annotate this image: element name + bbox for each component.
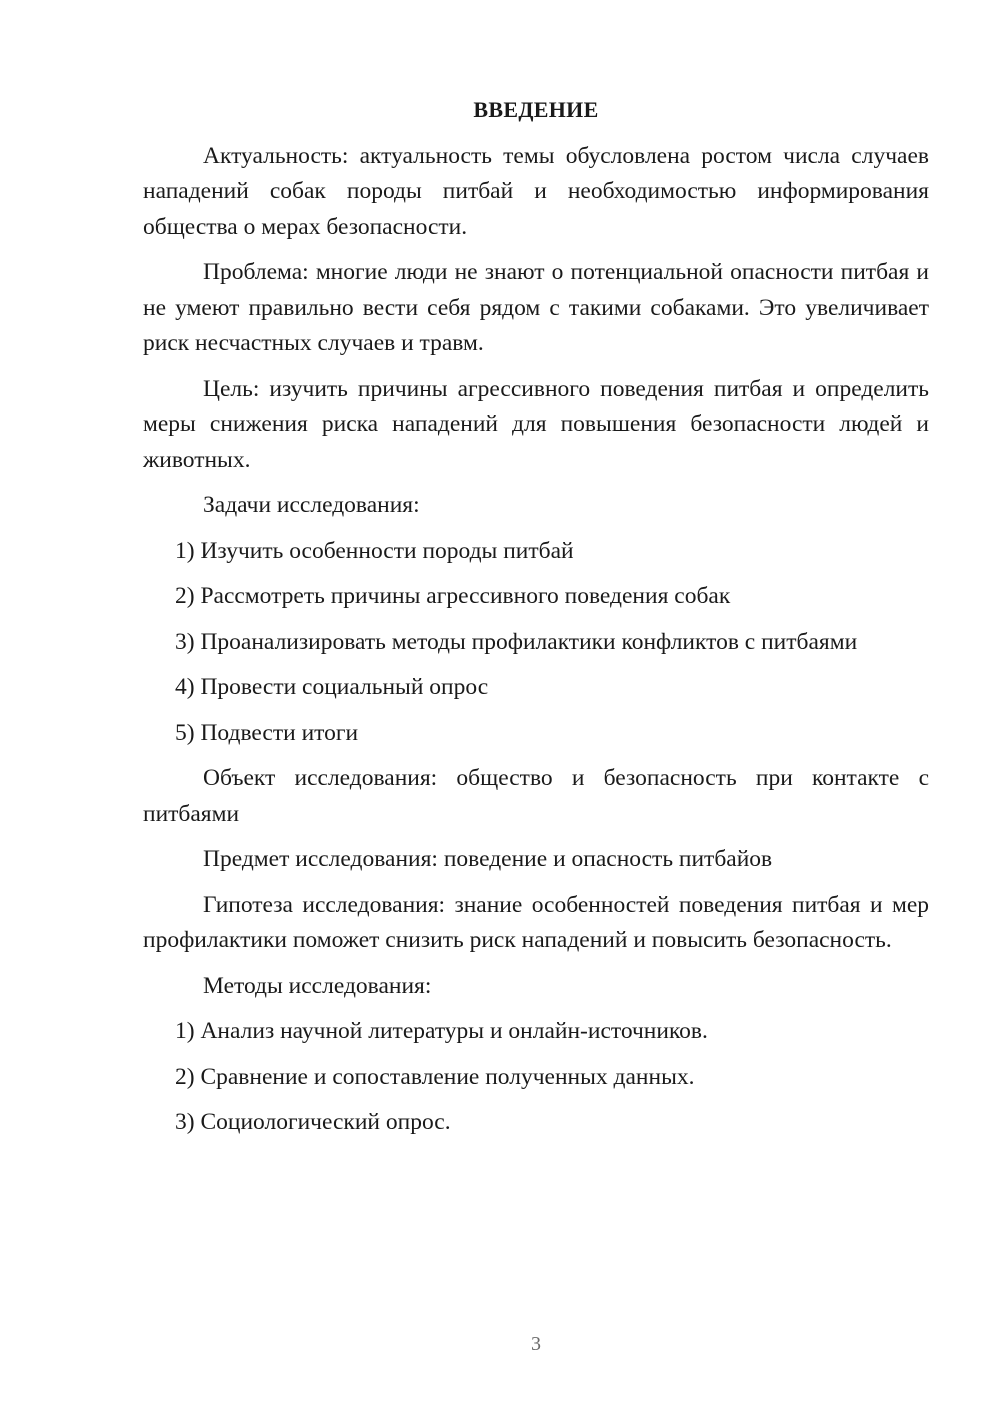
- section-heading: ВВЕДЕНИЕ: [473, 97, 599, 122]
- paragraph-object: Объект исследования: общество и безопасность при контакте с питбаями: [143, 765, 929, 827]
- method-item-2: 2) Сравнение и сопоставление полученных данных.: [175, 1063, 695, 1090]
- paragraph-relevance: Актуальность: актуальность темы обусловлена ростом числа случаев нападений собак породы питбай и необходимостью информирования общества о мерах безопасности.: [143, 142, 929, 240]
- method-item-1: 1) Анализ научной литературы и онлайн-источников.: [175, 1018, 708, 1044]
- task-item-1: 1) Изучить особенности породы питбай: [175, 537, 574, 564]
- task-item-3: 3) Проанализировать методы профилактики конфликтов с питбаями: [175, 628, 858, 655]
- method-item-3: 3) Социологический опрос.: [175, 1109, 451, 1135]
- paragraph-hypothesis: Гипотеза исследования: знание особенностей поведения питбая и мер профилактики поможет снизить риск нападений и повысить безопасность.: [143, 891, 929, 953]
- methods-title: Методы исследования:: [203, 972, 432, 999]
- page-number: 3: [531, 1333, 541, 1355]
- paragraph-subject: Предмет исследования: поведение и опасность питбайов: [203, 846, 773, 872]
- paragraph-goal: Цель: изучить причины агрессивного поведения питбая и определить меры снижения риска нападений для повышения безопасности людей и животных.: [143, 375, 929, 473]
- task-item-4: 4) Провести социальный опрос: [175, 674, 489, 700]
- task-item-5: 5) Подвести итоги: [175, 719, 359, 746]
- tasks-title: Задачи исследования:: [203, 492, 420, 518]
- paragraph-problem: Проблема: многие люди не знают о потенциальной опасности питбая и не умеют правильно вести себя рядом с такими собаками. Это увеличивает риск несчастных случаев и травм.: [143, 259, 929, 356]
- task-item-2: 2) Рассмотреть причины агрессивного поведения собак: [175, 583, 731, 609]
- page-content: [143, 92, 929, 1151]
